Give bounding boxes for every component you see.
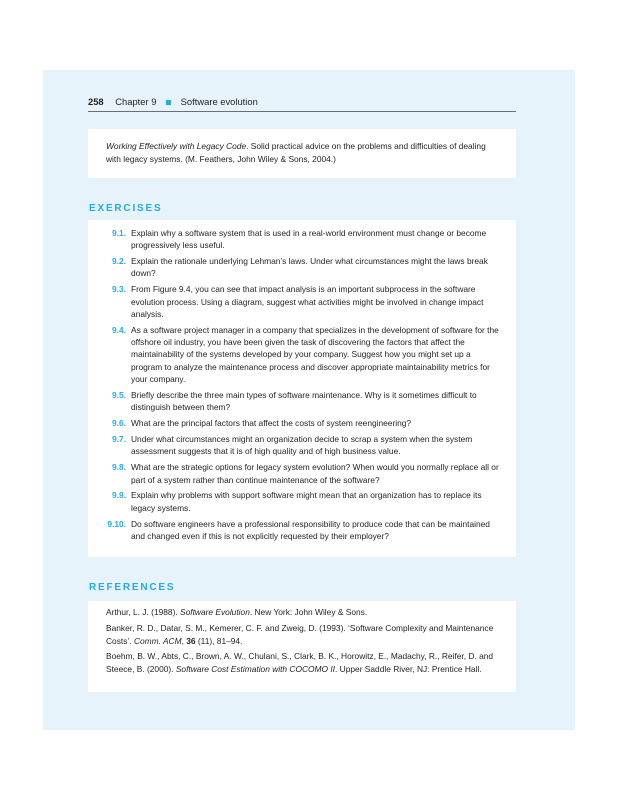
further-reading-box	[88, 129, 516, 178]
exercises-list	[88, 220, 516, 542]
exercise-item	[88, 227, 500, 252]
reference-item	[106, 622, 500, 648]
exercises-heading: EXERCISES	[89, 203, 163, 214]
exercise-text: What are the principal factors that affect the costs of system reengineering?	[131, 418, 412, 429]
exercise-text: Explain the rationale underlying Lehman’s laws. Under what circumstances might the laws break down?	[131, 256, 488, 279]
reference-separator: ,	[181, 635, 187, 646]
further-reading-entry	[88, 129, 516, 166]
exercise-text: Briefly describe the three main types of software maintenance. Why is it sometimes difficult to distinguish between them?	[131, 389, 477, 413]
reference-pages: (11), 81–94.	[195, 635, 243, 646]
reference-publisher: . New York: John Wiley & Sons.	[249, 607, 368, 617]
exercise-text: Under what circumstances might an organization decide to scrap a system when the system assessment suggests that it is of high quality and of high business value.	[131, 434, 473, 457]
further-reading-title: Working Effectively with Legacy Code	[106, 141, 247, 151]
running-header	[88, 96, 516, 112]
exercise-number: 9.7.	[112, 434, 126, 445]
references-heading: REFERENCES	[89, 582, 176, 593]
exercise-number: 9.10.	[107, 518, 126, 529]
exercise-item	[88, 518, 500, 543]
reference-volume: 36	[186, 635, 196, 646]
exercise-number: 9.5.	[112, 389, 126, 400]
exercise-text: As a software project manager in a company that specializes in the development of software for the offshore oil industry, you have been given the task of discovering the factors that affect the maintainability of the systems developed by your company. Suggest how you might set up a program to analyze the maintenance process and discover appropriate maintainability metrics for your company.	[131, 324, 499, 385]
exercise-text: What are the strategic options for legacy system evolution? When would you normally replace all or part of a system rather than continue maintenance of the software?	[131, 462, 499, 485]
reference-authors: Banker, R. D., Datar, S. M., Kemerer, C. F. and Zweig, D. (1993). ‘Software Complexity and Maintenance Costs’.	[106, 622, 494, 646]
reference-authors: Arthur, L. J. (1988).	[106, 607, 181, 617]
exercise-item	[88, 417, 500, 429]
exercise-number: 9.1.	[112, 228, 126, 238]
exercise-item	[88, 389, 500, 414]
exercise-item	[88, 283, 500, 320]
exercise-item	[88, 433, 500, 458]
exercise-item	[88, 324, 500, 385]
exercise-number: 9.2.	[112, 256, 126, 267]
exercise-number: 9.8.	[112, 462, 126, 473]
further-reading-description: . Solid practical advice on the problems and difficulties of dealing with legacy systems. (M. Feathers, John Wiley & Sons, 2004.)	[106, 141, 486, 164]
reference-title: Software Cost Estimation with COCOMO II	[175, 664, 336, 675]
exercise-item	[88, 489, 500, 514]
exercise-text: Explain why problems with support software might mean that an organization has to replace its legacy systems.	[131, 490, 482, 513]
reference-journal: Comm. ACM	[133, 635, 182, 646]
exercise-number: 9.6.	[112, 418, 126, 429]
exercise-item	[88, 461, 500, 486]
page-number: 258	[88, 96, 104, 107]
chapter-title: Software evolution	[180, 96, 258, 107]
reference-title: Software Evolution	[180, 607, 250, 617]
exercise-text: Do software engineers have a professional responsibility to produce code that can be maintained and changed even if this is not explicitly requested by their employer?	[131, 518, 490, 541]
references-box	[88, 601, 516, 692]
exercise-text: Explain why a software system that is used in a real-world environment must change or become progressively less useful.	[131, 228, 487, 251]
exercise-item	[88, 255, 500, 280]
reference-item	[106, 650, 500, 676]
exercise-number: 9.3.	[112, 284, 126, 295]
exercise-text: From Figure 9.4, you can see that impact analysis is an important subprocess in the software evolution process. Using a diagram, suggest what activities might be involved in change impact analysis.	[131, 284, 484, 319]
references-list	[88, 601, 516, 676]
exercises-box	[88, 220, 516, 557]
header-square-icon	[166, 100, 171, 105]
reference-item	[106, 606, 500, 619]
exercise-number: 9.4.	[112, 324, 126, 335]
reference-publisher: . Upper Saddle River, NJ: Prentice Hall.	[335, 664, 482, 675]
exercise-number: 9.9.	[112, 490, 126, 501]
reference-authors: Boehm, B. W., Abts, C., Brown, A. W., Chulani, S., Clark, B. K., Horowitz, E., Madachy, R., Reifer, D. and Steece, B. (2000).	[106, 651, 494, 675]
chapter-label: Chapter 9	[115, 96, 157, 107]
